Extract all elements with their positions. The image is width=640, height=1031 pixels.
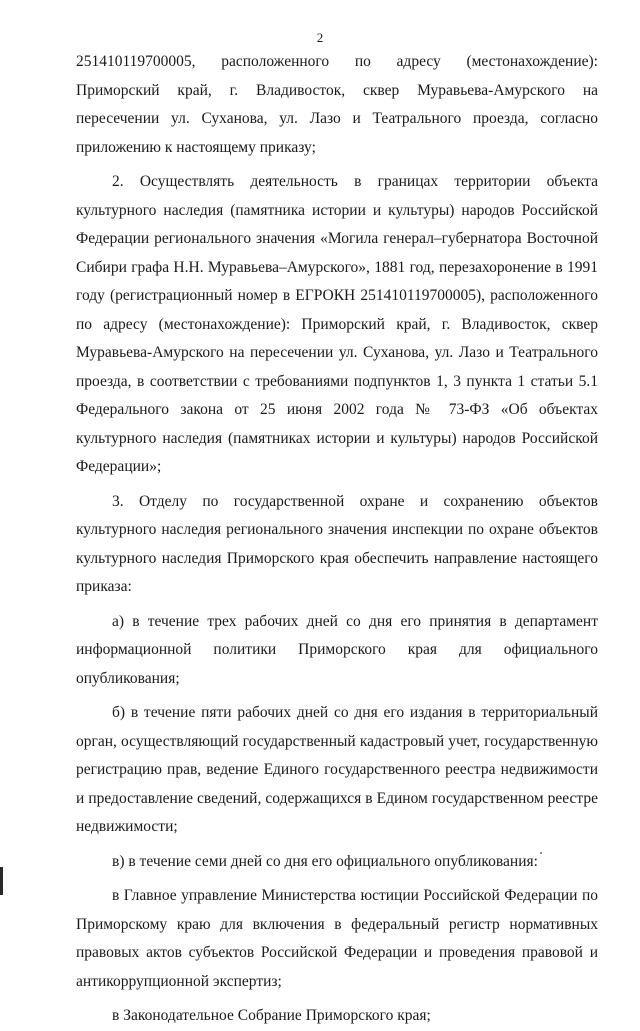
- paragraph-legislative-assembly: в Законодательное Собрание Приморского края;: [112, 1007, 431, 1024]
- paragraph-subitem-v: в) в течение семи дней со дня его официального опубликования:: [112, 852, 538, 870]
- paragraph-ministry-justice: в Главное управление Министерства юстиции Российской Федерации по Приморскому краю для включения в федеральный регистр нормативных правовых актов субъектов Российской Федерации и проведения правовой и антикоррупционной экспертиз;: [76, 887, 598, 990]
- paragraph-item-2: 2. Осуществлять деятельность в границах территории объекта культурного наследия (памятника истории и культуры) народов Российской Федерации регионального значения «Могила генерал–губернатора Восточной Сибири графа Н.Н. Муравьева–Амурского», 1881 год, перезахоронение в 1991 году (регистрационный номер в ЕГРОКН 251410119700005), расположенного по адресу (местонахождение): Приморский край, г. Владивосток, сквер Муравьева-Амурского на пересечении ул. Суханова, ул. Лазо и Театрального проезда, в соответствии с требованиями подпунктов 1, 3 пункта 1 статьи 5.1 Федерального закона от 25 июня 2002 года № 73-ФЗ «Об объектах культурного наследия (памятниках истории и культуры) народов Российской Федерации»;: [76, 173, 598, 475]
- scan-dot-mark: [540, 852, 542, 854]
- paragraph-subitem-b: б) в течение пяти рабочих дней со дня его издания в территориальный орган, осуществляющий государственный кадастровый учет, государственную регистрацию прав, ведение Единого государственного реестра недвижимости и предоставление сведений, содержащихся в Едином государственном реестре недвижимости;: [76, 704, 598, 835]
- page-number: 2: [316, 30, 324, 45]
- scan-edge-mark: [0, 867, 3, 895]
- paragraph-subitem-a: а) в течение трех рабочих дней со дня его принятия в департамент информационной политики Приморского края для официального опубликования;: [76, 612, 598, 687]
- paragraph-item-3: 3. Отделу по государственной охране и сохранению объектов культурного наследия регионального значения инспекции по охране объектов культурного наследия Приморского края обеспечить направление настоящего приказа:: [76, 492, 598, 595]
- document-body: [76, 48, 598, 1031]
- paragraph-continuation: 251410119700005, расположенного по адресу (местонахождение): Приморский край, г. Владивосток, сквер Муравьева-Амурского на пересечении ул. Суханова, ул. Лазо и Театрального проезда, согласно приложению к настоящему приказу;: [76, 53, 598, 156]
